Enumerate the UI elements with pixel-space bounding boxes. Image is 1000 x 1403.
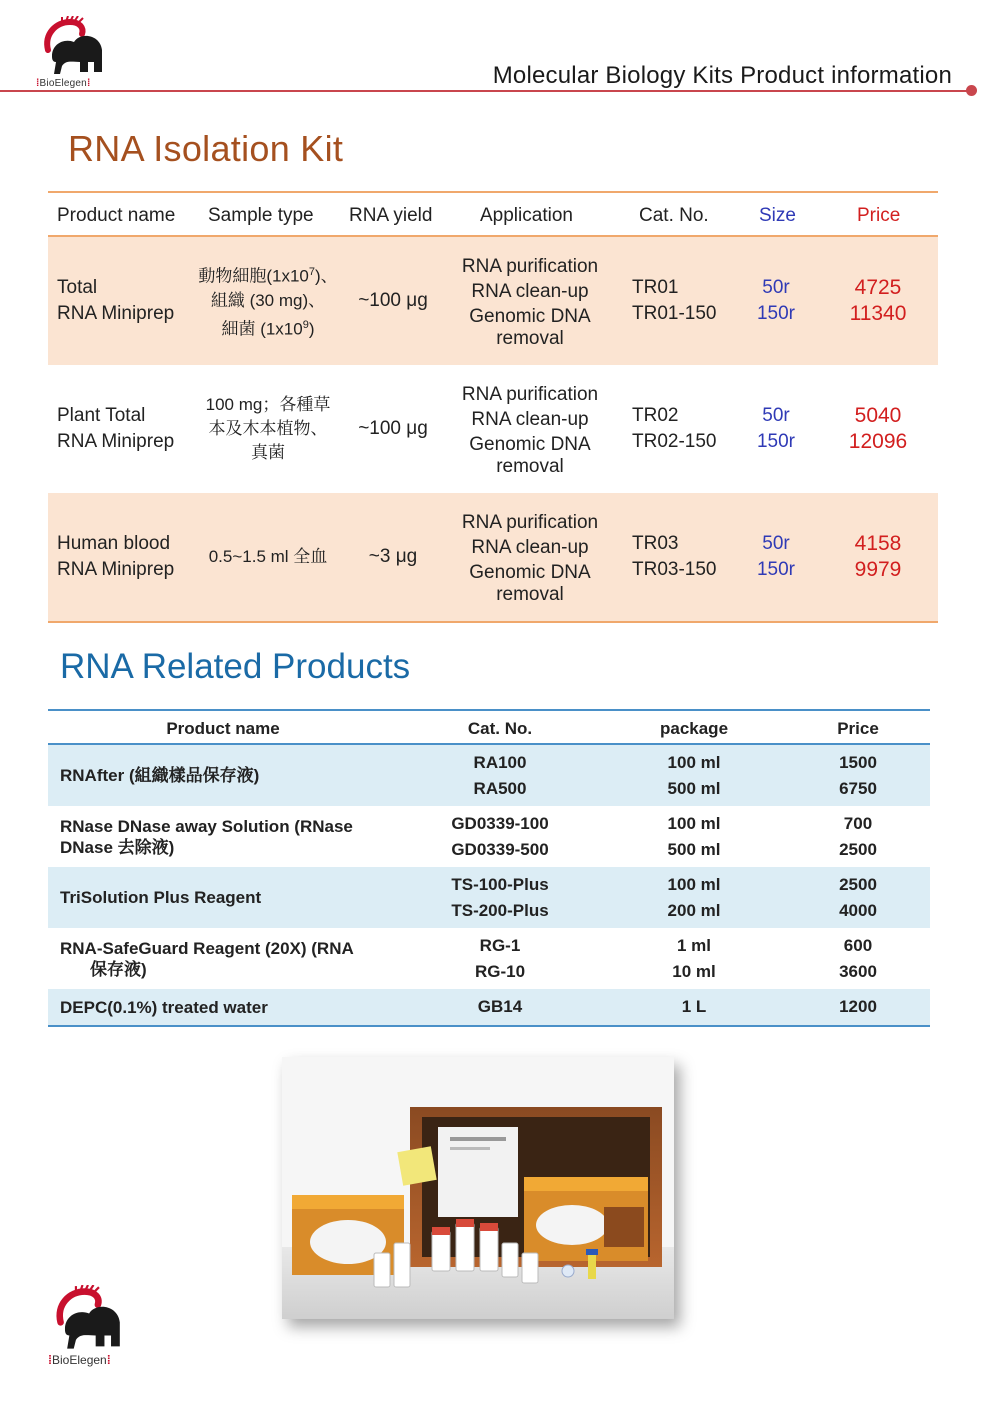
col-rna-yield: RNA yield [349, 205, 433, 226]
col-product-name: Product name [166, 719, 280, 738]
cat-no: GD0339-100 GD0339-500 [451, 813, 549, 859]
application: RNA purification RNA clean-up Genomic DNA removal [461, 511, 599, 605]
price: 2500 4000 [839, 874, 877, 920]
elephant-logo-icon [40, 16, 106, 78]
price: 4158 9979 [854, 532, 902, 581]
product-name: TriSolution Plus Reagent [60, 888, 262, 907]
size: 50r 150r [756, 533, 796, 580]
rna-yield: ~100 μg [358, 290, 428, 311]
price: 4725 11340 [849, 276, 907, 325]
product-name: RNAfter (組織樣品保存液) [60, 766, 260, 785]
cat-no: TR03 TR03-150 [632, 533, 717, 580]
product-name: RNase DNase away Solution (RNase DNase 去除液) [60, 816, 353, 857]
size: 50r 150r [756, 405, 796, 452]
related-row-depc-water [48, 989, 930, 1025]
related-row-rnafter [48, 745, 930, 806]
application: RNA purification RNA clean-up Genomic DNA removal [461, 255, 599, 349]
elephant-logo-icon [50, 1285, 126, 1353]
col-price: Price [857, 205, 901, 226]
sample-type: 動物細胞$(1x10^7)$、 組織 (30 mg)、 細菌 $(1x10^9)$ [198, 266, 338, 339]
product-name: Plant Total [57, 405, 146, 426]
col-cat-no: Cat. No. [639, 205, 709, 226]
package: 100 ml 500 ml [667, 752, 721, 798]
price: 1200 [839, 997, 877, 1016]
col-application: Application [480, 205, 573, 226]
col-package: package [659, 719, 729, 738]
package: 1 ml 10 ml [672, 935, 716, 981]
sample-type: 0.5~1.5 ml 全血 [208, 547, 328, 566]
related-table-header [48, 709, 930, 745]
rna-isolation-kit-table [48, 191, 938, 623]
product-name: DEPC(0.1%) treated water [60, 997, 268, 1017]
cat-no: TR02 TR02-150 [632, 405, 717, 452]
page-header-title: Molecular Biology Kits Product information [492, 62, 952, 89]
package: 100 ml 500 ml [667, 813, 721, 859]
product-name: Total [57, 277, 98, 298]
price: 5040 12096 [848, 404, 908, 453]
rna-related-products-title: RNA Related Products [60, 647, 411, 686]
related-row-trisolution-plus [48, 867, 930, 928]
application: RNA purification RNA clean-up Genomic DNA removal [461, 383, 599, 477]
brand-name: BioElegen [39, 78, 87, 89]
package: 1 L [681, 997, 707, 1016]
related-row-rna-safeguard [48, 928, 930, 989]
rna-yield: ~3 μg [368, 546, 418, 567]
rna-related-products-table [48, 709, 930, 1027]
kit-row-plant-total-rna [48, 365, 938, 493]
product-name: RNA Miniprep [57, 303, 175, 324]
cat-no: RG-1 RG-10 [474, 935, 526, 981]
cat-no: GB14 [477, 997, 523, 1016]
cat-no: TR01 TR01-150 [632, 277, 717, 324]
kit-row-total-rna [48, 237, 938, 365]
bioelegen-footer-logo: ⁞BioElegen⁞ [48, 1285, 128, 1371]
package: 100 ml 200 ml [667, 874, 721, 920]
price: 700 2500 [839, 813, 877, 859]
cat-no: RA100 RA500 [473, 752, 527, 798]
header-divider [0, 90, 972, 92]
col-size: Size [759, 205, 796, 226]
header-divider-dot [966, 85, 977, 96]
kit-row-human-blood-rna [48, 493, 938, 621]
rna-yield: ~100 μg [358, 418, 428, 439]
bioelegen-logo: ⁞BioElegen⁞ [36, 16, 106, 92]
product-kit-photo [282, 1057, 674, 1319]
cat-no: TS-100-Plus TS-200-Plus [451, 874, 549, 920]
price: 600 3600 [839, 935, 877, 981]
price: 1500 6750 [839, 752, 877, 798]
footer-brand-name: BioElegen [52, 1353, 107, 1367]
sample-type: 100 mg；各種草 本及木本植物、 真菌 [205, 395, 331, 462]
product-name: RNA Miniprep [57, 431, 175, 452]
size: 50r 150r [756, 277, 796, 324]
col-price: Price [837, 719, 879, 738]
col-product-name: Product name [57, 205, 176, 226]
col-sample-type: Sample type [208, 205, 314, 226]
col-cat-no: Cat. No. [467, 719, 533, 738]
product-name: Human blood [57, 533, 171, 554]
rna-isolation-kit-title: RNA Isolation Kit [68, 128, 344, 169]
product-name: RNA Miniprep [57, 559, 175, 580]
related-row-rnase-dnase-away [48, 806, 930, 867]
kit-boxes-image [282, 1057, 674, 1319]
kit-table-header [48, 191, 938, 237]
product-name: RNA-SafeGuard Reagent (20X) (RNA 保存液) [60, 938, 354, 979]
related-table-bottom-rule [48, 1025, 930, 1027]
kit-table-bottom-rule [48, 621, 938, 623]
